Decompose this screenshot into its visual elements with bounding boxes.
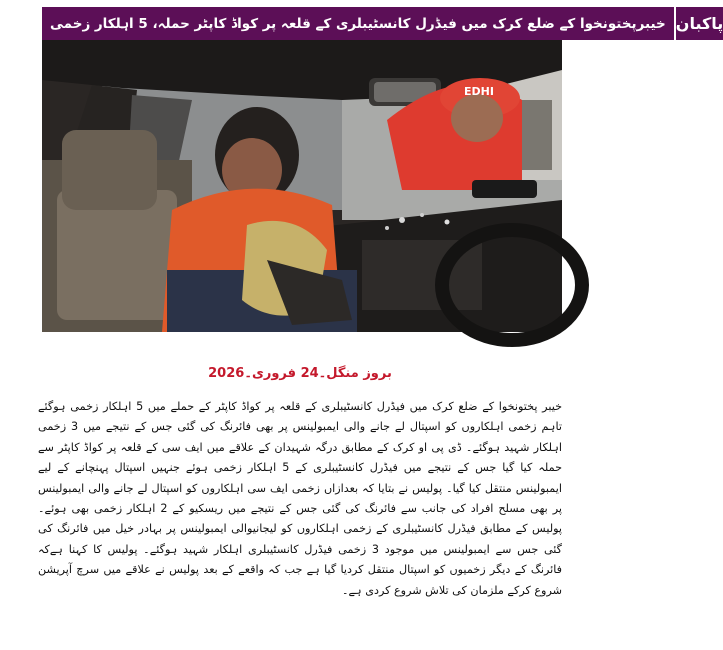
vest-logo: EDHI — [464, 85, 494, 98]
headline-bar — [42, 7, 723, 40]
news-photo — [42, 40, 562, 332]
article-body: خیبر پختونخوا کے ضلع کرک میں فیڈرل کانسٹیبلری کے قلعہ پر کواڈ کاپٹر کے حملے میں 5 اہلکار زخمی ہوگئے تاہم زخمی اہلکاروں کو اسپتال لے جانے والی ایمبولینس پر بھی فائرنگ کی گئی جس کے نتیجے میں 3 زخمی اہلکار شہید ہوگئے۔ ڈی پی او کرک کے مطابق درگہ شہیدان کے علاقے میں ایف سی کے قلعہ پر کواڈ کاپٹر سے حملہ کیا گیا جس کے نتیجے میں فیڈرل کانسٹیبلری کے 5 اہلکار زخمی ہوئے جنہیں اسپتال پہنچانے کے لیے ایمبولینس منتقل کیا گیا۔ پولیس نے بتایا کہ بعدازاں زخمی ایف سی اہلکاروں کو اسپتال لے جانے والی ایمبولینس پر بھی مسلح افراد کی جانب سے فائرنگ کی گئی جس کے نتیجے میں ریسکیو کے 2 اہلکار زخمی بھی ہوئے۔ پولیس کے مطابق فیڈرل کانسٹیبلری کے زخمی اہلکاروں کو لیجانیوالی ایمبولینس پر بہادر خیل میں فائرنگ کی گئی جس سے ایمبولینس میں موجود 3 زخمی فیڈرل کانسٹیبلری اہلکار شہید ہوگئے۔ پولیس کا کہنا ہےکہ فائرنگ کے دیگر زخمیوں کو اسپتال منتقل کردیا گیا ہے جب کہ واقعے کے بعد پولیس نے علاقے میں سرچ آپریشن شروع کرکے ملزمان کی تلاش شروع کردی ہے۔ — [38, 400, 563, 597]
headline: خیبرپختونخوا کے ضلع کرک میں فیڈرل کانسٹیبلری کے قلعہ پر کواڈ کاپٹر حملہ، 5 اہلکار زخمی — [42, 7, 674, 40]
article-date: بروز منگل۔24 فروری۔2026 — [208, 366, 392, 381]
section-badge[interactable]: پاکبان — [674, 7, 723, 40]
